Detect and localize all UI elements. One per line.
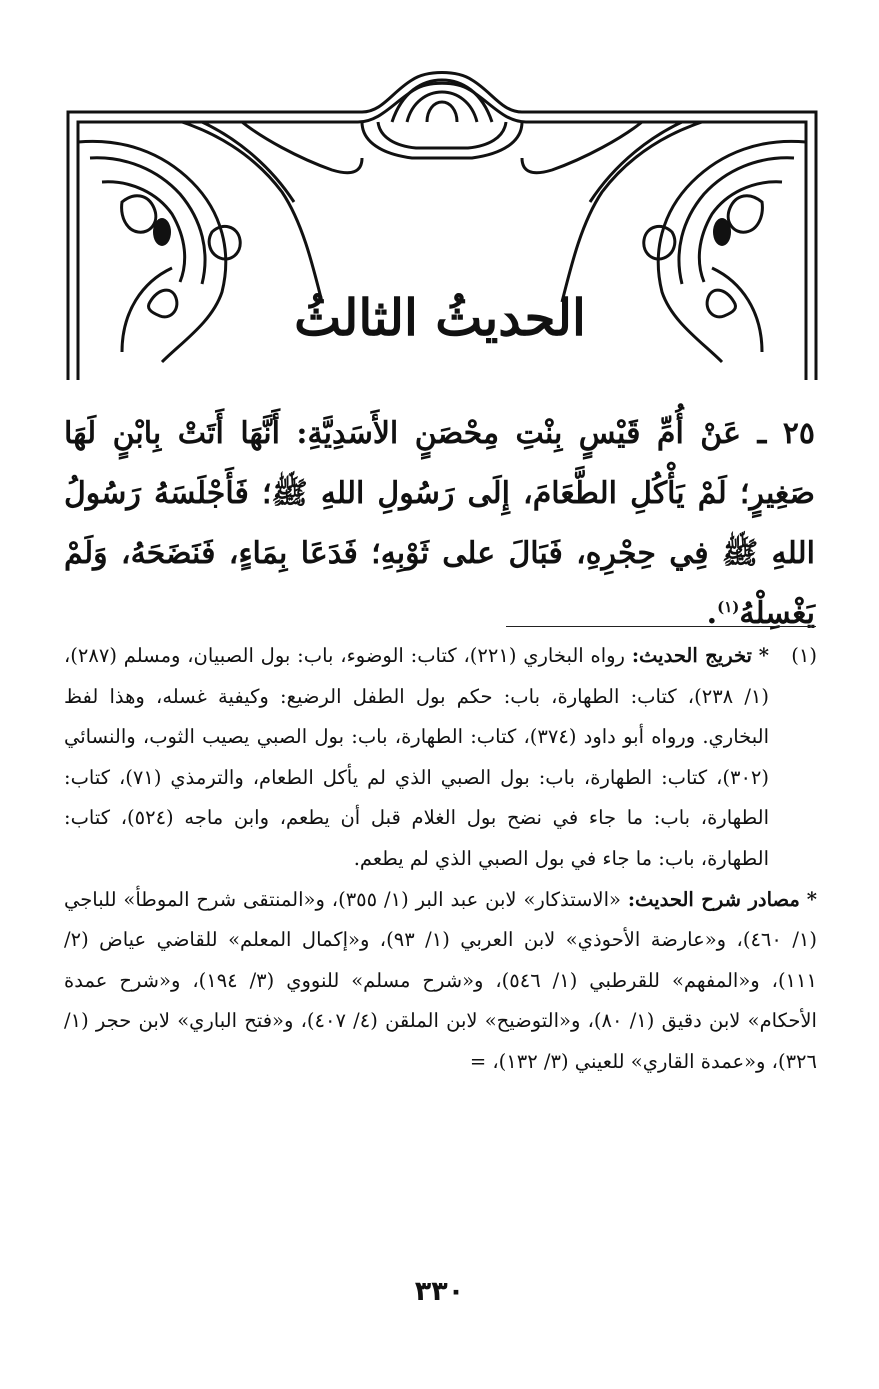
masadir-text: «الاستذكار» لابن عبد البر (١/ ٣٥٥)، و«المنتقى شرح الموطأ» للباجي (١/ ٤٦٠)، و«عارضة الأحوذي» لابن العربي (١/ ٩٣)، و«إكمال المعلم» للقاضي عياض (٢/ ١١١)، و«المفهم» للقرطبي (١/ ٥٤٦)، و«شرح مسلم» للنووي (٣/ ١٩٤)، و«شرح عمدة الأحكام» لابن دقيق (١/ ٨٠)، و«التوضيح» لابن الملقن (٤/ ٤٠٧)، و«فتح الباري» لابن حجر (١/ ٣٢٦)، و«عمدة القاري» للعيني (٣/ ١٣٢)، = — [64, 887, 817, 1073]
star-marker: * — [806, 887, 817, 911]
footnote-reference[interactable]: (١) — [717, 598, 740, 616]
chapter-title: الحديثُ الثالثُ — [294, 288, 586, 347]
masadir-label: مصادر شرح الحديث: — [627, 887, 800, 911]
hadith-dash: ـ — [757, 416, 767, 451]
masadir-paragraph — [64, 880, 817, 1083]
hadith-number: ٢٥ — [782, 416, 815, 451]
page-number: ٣٣٠ — [414, 1276, 465, 1307]
takhrij-text: رواه البخاري (٢٢١)، كتاب: الوضوء، باب: بول الصبيان، ومسلم (٢٨٧)، (١/ ٢٣٨)، كتاب: الطهارة، باب: حكم بول الطفل الرضيع: وكيفية غسله، وهذا لفظ البخاري. ورواه أبو داود (٣٧٤)، كتاب: الطهارة، باب: بول الصبي يصيب الثوب، والنسائي (٣٠٢)، كتاب: الطهارة، باب: بول الصبي الذي لم يأكل الطعام، والترمذي (٧١)، كتاب: الطهارة، باب: ما جاء في نضح بول الغلام قبل أن يطعم، وابن ماجه (٥٢٤)، كتاب: الطهارة، باب: ما جاء في بول الصبي الذي لم يطعم. — [64, 644, 769, 870]
footnotes-section — [64, 636, 817, 1083]
takhrij-label: تخريج الحديث: — [631, 644, 752, 667]
footnote-divider — [506, 626, 816, 627]
footnote-number: (١) — [791, 644, 817, 667]
hadith-text-block — [64, 404, 815, 644]
takhrij-paragraph — [64, 636, 769, 880]
hadith-body: عَنْ أُمِّ قَيْسٍ بِنْتِ مِحْصَنٍ الأَسَدِيَّةِ: أَنَّهَا أَتَتْ بِابْنٍ لَهَا صَغِيرٍ؛ لَمْ يَأْكُلِ الطَّعَامَ، إِلَى رَسُولِ اللهِ ﷺ؛ فَأَجْلَسَهُ رَسُولُ اللهِ ﷺ فِي حِجْرِهِ، فَبَالَ على ثَوْبِهِ؛ فَدَعَا بِمَاءٍ، فَنَضَحَهُ، وَلَمْ يَغْسِلْهُ — [64, 416, 816, 631]
star-marker: * — [758, 644, 769, 667]
hadith-end-mark: . — [706, 596, 718, 631]
